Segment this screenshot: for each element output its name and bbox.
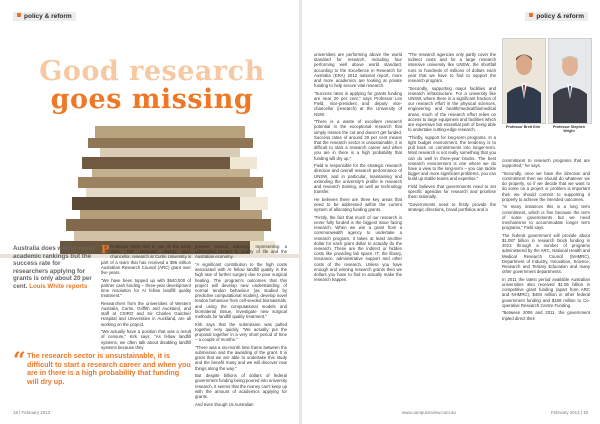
paragraph: "Firstly, the fact that much of our research is never fully funded is the biggest issue facing research. When we win a grant from a commonwealth agency to undertake a research program, it takes at least another dollar for each grant dollar to actually do the research. These are the indirect or hidden costs like providing lab space, IT, the library, insurance, administrative support and other costs of the research. Unless you have enough and winning research grants then we dollars you have to find to actually make the research happen. xyxy=(314,214,402,283)
right-column-2 xyxy=(408,52,496,397)
paragraph: The federal government will provide about $1.087 billion in research block funding in 2013 through a number of programs administered by the ARC, National Health and Medical Research Council (NHMRC), Department of Industry, Innovation, Science, Research and Tertiary Education and many other government departments. xyxy=(502,232,590,275)
paragraph: present normal watering, representing a substantial burden to quality of life and the Australian economy. xyxy=(195,244,287,260)
caption-text: Professor Brett Kirk xyxy=(505,125,541,129)
left-column-1 xyxy=(101,244,191,352)
paragraph: "We actually have a position that was a result of censure," Kirk says. "As fellow landfill systems, we often talk about disabling landfill systems because they xyxy=(101,329,191,350)
paragraph: "In many instances this is a long term commitment, which is fine because the term of some governments but we need mechanisms to accommodate longer term programs," Field says. xyxy=(502,204,590,231)
paragraph: universities are performing above the world standard for research, including four performing well above world standard, according to the Excellence in Research for Australia (ERA) 2012 national report, more and more academics are looking at private funding to help secure vital research. xyxy=(314,52,402,89)
photo-caption-brett-kirk xyxy=(501,125,545,129)
paragraph: "Thirdly, support for long-term programs. In a tight budget environment, the tendency is to pull back on commitments into longer-term. Most research is not really something that you can do well in three-year blocks. The best research environment is one where we do have a view to the long-term – you can tackle bigger and more significant problems, you can build up stable teams and expertise." xyxy=(408,134,496,182)
paragraph: "We have been topped up with $640,000 of partner cash funding – three-year development time resolution for AI fellow landfill quality treatment." xyxy=(101,277,191,299)
intro-body: Australia does well in world academic rankings but the success rate for researchers applying for grants is only about 20 per cent. xyxy=(13,245,95,290)
section-tag-left xyxy=(13,12,76,21)
paragraph: "There is a waste of excellent research potential in the exceptional research that simply misses the cut and doesn't get funded. Success rates of around 20 per cent means that the research sector is unsustainable, it is difficult to start a research career and when you are in there is a high probability that funding will dry up." xyxy=(314,119,402,161)
paragraph xyxy=(101,244,191,275)
portrait-icon xyxy=(503,39,545,123)
paragraph: "The research agencies only partly cover the indirect costs and for a large research intensive university like UNSW, the shortfall runs to hundreds of millions of dollars each year that we have to find to support the research program. xyxy=(408,52,496,84)
paragraph: commitment to research programs that are supported," he says. xyxy=(502,158,590,169)
section-tag-right xyxy=(525,12,588,21)
headline-line-1: Good research xyxy=(39,56,265,87)
right-page xyxy=(302,0,600,424)
paragraph: Kirk says that the submission was pulled together very quickly. "We actually put the proposal together in a very short period of time – a couple of months." xyxy=(195,321,287,343)
intro-author: Louis White reports xyxy=(29,282,88,290)
headline-line-2: goes missing xyxy=(50,84,254,115)
footer-right: February 2013 | 19 xyxy=(550,410,588,415)
footer-left: 18 | February 2013 xyxy=(13,410,51,415)
paragraph: "Governments need to firstly provide the strategic directions, broad portfolios and a xyxy=(408,202,496,213)
paragraph: "Between 2006 and 2011, the government tripled direct their xyxy=(502,310,590,321)
section-tag-label: policy & reform xyxy=(536,13,584,20)
paragraph: And even though 15 Australian xyxy=(195,401,254,407)
paragraph: "A significant contribution to the high costs associated with AI fellow landfill quality is the high rate of further surgery due to poor surgical healing. The program's outcomes that this project will develop new understanding of normal tendon behaviour (as studied by predictive computational models), develop novel tendon behaviour from cell-seeded biomaterials, and using the computational models and biomaterial tissue, investigate new surgical methods for landfill quality treatment." xyxy=(195,262,287,320)
drop-cap: P xyxy=(101,243,110,256)
portrait-icon xyxy=(549,39,591,123)
photo-caption-stephen-wright xyxy=(547,125,591,133)
quote-mark-icon: “ xyxy=(13,348,26,374)
paragraph: He believes there are three key areas that need to be addressed within the current system of allocating funding grants. xyxy=(314,196,402,213)
pull-quote-text: The research sector is unsustainable, it is difficult to start a research career and when you are in there is a high probability that funding will dry up. xyxy=(27,351,191,386)
left-column-2 xyxy=(195,244,287,407)
right-column-3 xyxy=(502,158,590,398)
tag-square-icon xyxy=(529,13,533,17)
paragraph: Researchers from the universities of Western Australia, Curtin, Griffith and Auckland, and staff at CSIRO and Sir Charles Gairdner Hospital and Universities in Auckland, are all working on the project. xyxy=(101,300,191,327)
headline xyxy=(22,58,282,114)
tag-square-icon xyxy=(17,13,21,17)
paragraph: "Secondly, once we have the direction and commitment then we should do whatever we do properly, so if we decide that we want to do some on a project or problem is important then we should commit to supporting it properly to achieve the intended outcomes. xyxy=(502,170,590,202)
intro-text xyxy=(13,245,96,291)
caption-text: Professor Stephen Wright xyxy=(553,125,585,133)
portrait-photo-stephen-wright xyxy=(548,38,592,124)
paragraph: In 2011 the latest period available Australian universities also received $1.05 billion in competitive grant funding (apart from ARC and NHMRC), $494 million in other federal government funding and $169 million to Co-operative Research Centre Funding. xyxy=(502,276,590,308)
paragraph: "Secondly, supporting major facilities and research infrastructure. For a university like UNSW, where there is a significant fraction of our research effort in the physical sciences, engineering and health/medical/biomedical areas, much of the research effort relies on access to large equipment and facilities which are expensive but essential part of being able to undertake cutting-edge research. xyxy=(408,85,496,133)
paragraph: Field believes that governments need to set specific agendas for research and prioritise them rationally. xyxy=(408,184,496,200)
paragraph: Field is responsible for the strategic research direction and overall research performance of UNSW, and in particular, maintaining and extending the university's profile in research and research training, as well as technology transfer. xyxy=(314,163,402,195)
paragraph-text: Professor Brett Kirk is one of the lucky ones. The associate deputy vice-chancellor, research at Curtin University is part of a team that has received a $96 million Australian Research Council (ARC) grant over five years. xyxy=(101,244,191,276)
paragraph: But despite billions of dollars of federal government funding being poured into university research, it seems that the money can't keep up with the amount of academics applying for grants. xyxy=(195,373,287,400)
section-tag-label: policy & reform xyxy=(24,13,72,20)
paragraph: "There was a six-month time frame between the submission and the awarding of the grant. It is great that we are able to undertake this study and the benefit many and we will discover new things along the way." xyxy=(195,344,287,371)
portrait-photo-brett-kirk xyxy=(502,38,546,124)
books-stack-image xyxy=(0,118,300,258)
pull-quote xyxy=(13,348,191,386)
footer-url: www.campusreview.com.au xyxy=(402,410,456,415)
right-column-1 xyxy=(314,52,402,397)
paragraph: "Success rates in applying for grants funding are near 20 per cent," says Professor Les Field, vice-president and deputy vice-chancellor (research) at the University of NSW. xyxy=(314,90,402,117)
